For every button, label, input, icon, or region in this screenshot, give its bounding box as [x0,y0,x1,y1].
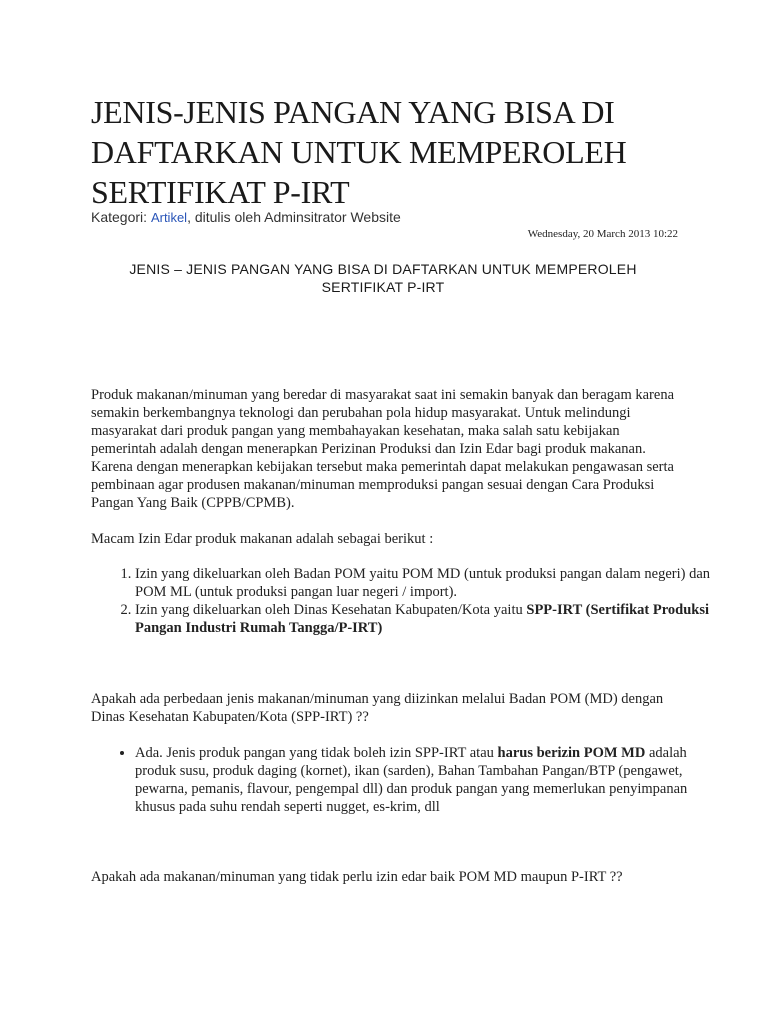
list-item [135,565,725,601]
category-link[interactable]: Artikel [150,210,188,225]
paragraph-question-2: Apakah ada makanan/minuman yang tidak perlu izin edar baik POM MD maupun P-IRT ?? [91,869,623,885]
izin-edar-list [91,565,725,637]
article-date: Wednesday, 20 March 2013 10:22 [527,228,678,240]
list-item-text: Izin yang dikeluarkan oleh Badan POM yaitu POM MD (untuk produksi pangan dalam negeri) dan POM ML (untuk produksi pangan luar negeri / import). [135,566,711,600]
list-item-bold: SPP-IRT (Sertifikat Produksi Pangan Industri Rumah Tangga/P-IRT) [135,602,710,636]
article-meta [91,209,401,225]
paragraph-question-1: Apakah ada perbedaan jenis makanan/minuman yang diizinkan melalui Badan POM (MD) dengan Dinas Kesehatan Kabupaten/Kota (SPP-IRT) ?? [91,691,664,725]
meta-prefix: Kategori: [91,209,151,225]
bullet-text-2: adalah produk susu, produk daging (kornet), ikan (sarden), Bahan Tambahan Pangan/BTP (pengawet, pewarna, pemanis, flavour, pengempal dll) dan produk pangan yang memerlukan penyimpanan khusus pada suhu rendah seperti nugget, es-krim, dll [135,745,688,815]
article-subtitle: JENIS – JENIS PANGAN YANG BISA DI DAFTARKAN UNTUK MEMPEROLEH SERTIFIKAT P-IRT [129,261,637,295]
list-item [135,744,725,816]
paragraph-izin-edar: Macam Izin Edar produk makanan adalah sebagai berikut : [91,531,434,547]
answer-bullets [91,744,725,816]
bullet-text-1: Ada. Jenis produk pangan yang tidak boleh izin SPP-IRT atau [135,745,498,761]
bullet-bold: harus berizin POM MD [497,745,646,761]
paragraph-intro: Produk makanan/minuman yang beredar di masyarakat saat ini semakin banyak dan beragam karena semakin berkembangnya teknologi dan perubahan pola hidup masyarakat. Untuk melindungi masyarakat dari produk pangan yang membahayakan kesehatan, maka salah satu kebijakan pemerintah adalah dengan menerapkan Perizinan Produksi dan Izin Edar bagi produk makanan. Karena dengan menerapkan kebijakan tersebut maka pemerintah dapat melakukan pengawasan serta pembinaan agar produsen makanan/minuman memproduksi pangan sesuai dengan Cara Produksi Pangan Yang Baik (CPPB/CPMB). [91,387,675,511]
list-item [135,601,725,637]
list-item-text: Izin yang dikeluarkan oleh Dinas Kesehatan Kabupaten/Kota yaitu [135,602,527,618]
article-title: JENIS-JENIS PANGAN YANG BISA DI DAFTARKAN UNTUK MEMPEROLEH SERTIFIKAT P-IRT [91,94,627,210]
meta-suffix: , ditulis oleh Adminsitrator Website [187,209,401,225]
